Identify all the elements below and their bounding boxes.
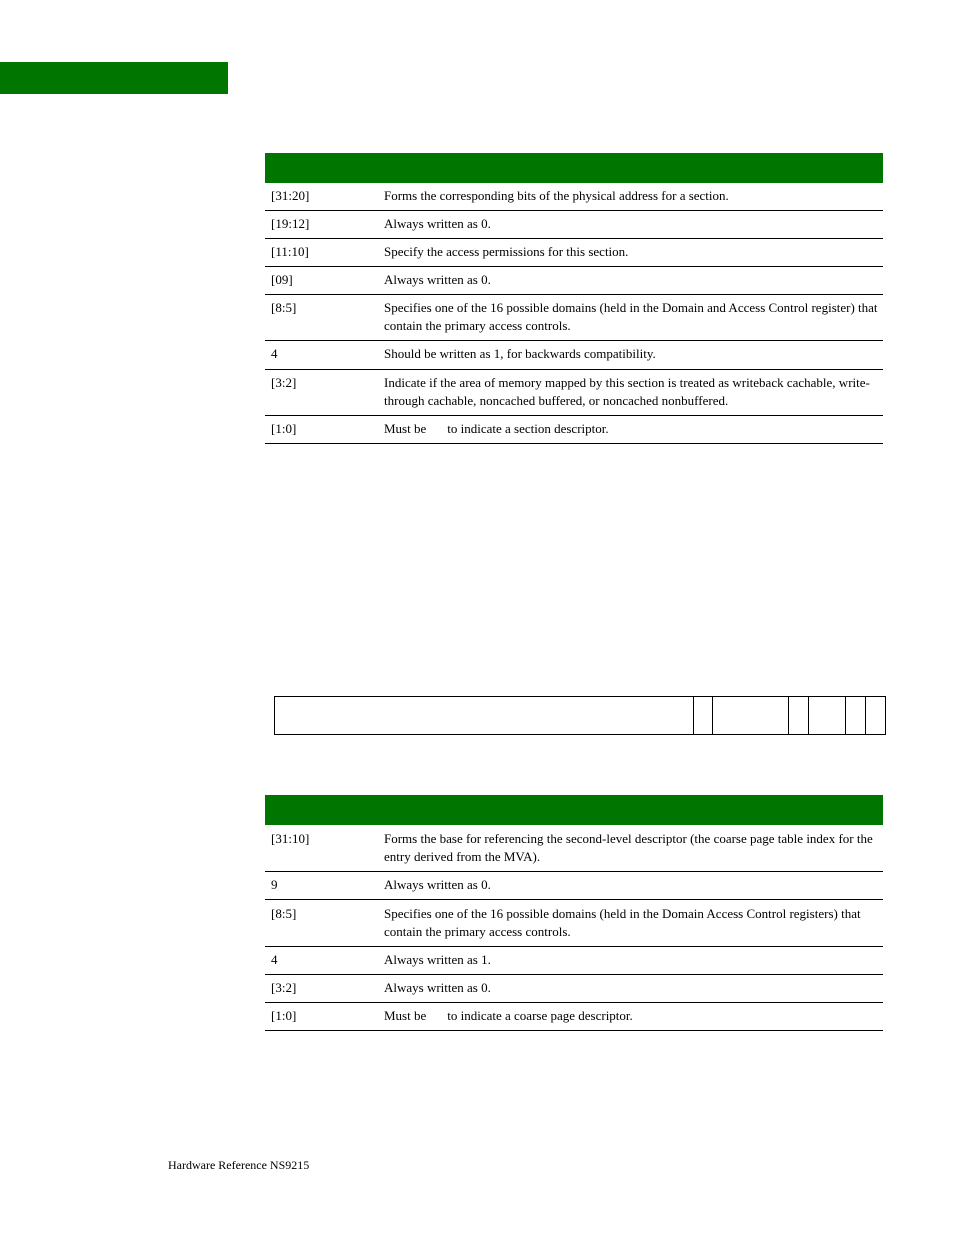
bits-cell: [11:10]: [271, 244, 309, 259]
description-cell: Forms the base for referencing the second-level descriptor (the coarse page table index for the entry derived from the MVA).: [384, 831, 873, 864]
description-cell: Indicate if the area of memory mapped by this section is treated as writeback cachable, write-through cachable, noncached buffered, or noncached nonbuffered.: [384, 375, 870, 408]
description-cell: Always written as 0.: [384, 980, 491, 995]
description-text-after: to indicate a section descriptor.: [447, 421, 609, 436]
bits-cell: [1:0]: [271, 1008, 297, 1023]
field-divider: [865, 697, 866, 734]
description-cell: Specify the access permissions for this section.: [384, 244, 629, 259]
bits-cell: [8:5]: [271, 300, 297, 315]
field-divider: [808, 697, 809, 734]
bits-cell: [31:20]: [271, 188, 310, 203]
description-cell: [384, 1003, 883, 1025]
section-descriptor-table: [265, 153, 883, 444]
bits-cell: [09]: [271, 272, 293, 287]
page-footer: Hardware Reference NS9215: [168, 1158, 310, 1172]
table-row: [265, 872, 883, 900]
description-text-before: Must be: [384, 421, 427, 436]
table-row: [265, 947, 883, 975]
table-row: [265, 370, 883, 416]
table-row: [265, 416, 883, 444]
description-cell: Always written as 1.: [384, 952, 491, 967]
bits-cell: 9: [271, 877, 278, 892]
table-row: [265, 900, 883, 947]
table-row: [265, 1003, 883, 1031]
table-row: [265, 239, 883, 267]
table-row: [265, 341, 883, 370]
register-bit-diagram: [274, 696, 886, 735]
description-text-before: Must be: [384, 1008, 427, 1023]
bits-cell: [3:2]: [271, 375, 297, 390]
description-text-after: to indicate a coarse page descriptor.: [447, 1008, 633, 1023]
description-cell: Forms the corresponding bits of the physical address for a section.: [384, 188, 729, 203]
coarse-page-descriptor-table: [265, 795, 883, 1031]
description-cell: Always written as 0.: [384, 272, 491, 287]
bits-cell: 4: [271, 346, 278, 361]
description-cell: Always written as 0.: [384, 877, 491, 892]
description-cell: Specifies one of the 16 possible domains (held in the Domain and Access Control register) that contain the primary access controls.: [384, 300, 878, 333]
description-cell: Should be written as 1, for backwards compatibility.: [384, 346, 656, 361]
table-row: [265, 211, 883, 239]
table-header: [265, 795, 883, 825]
bits-cell: [1:0]: [271, 421, 297, 436]
field-divider: [712, 697, 713, 734]
table-row: [265, 295, 883, 341]
field-divider: [788, 697, 789, 734]
bits-cell: [8:5]: [271, 906, 297, 921]
table-row: [265, 267, 883, 295]
table-row: [265, 975, 883, 1003]
table-row: [265, 825, 883, 872]
description-cell: Specifies one of the 16 possible domains (held in the Domain Access Control registers) that contain the primary access controls.: [384, 906, 861, 939]
field-divider: [693, 697, 694, 734]
bits-cell: [31:10]: [271, 831, 310, 846]
description-cell: Always written as 0.: [384, 216, 491, 231]
description-cell: [384, 416, 883, 438]
table-row: [265, 183, 883, 211]
bits-cell: 4: [271, 952, 278, 967]
bits-cell: [3:2]: [271, 980, 297, 995]
table-header: [265, 153, 883, 183]
chapter-tab: [0, 62, 228, 94]
bits-cell: [19:12]: [271, 216, 310, 231]
field-divider: [845, 697, 846, 734]
